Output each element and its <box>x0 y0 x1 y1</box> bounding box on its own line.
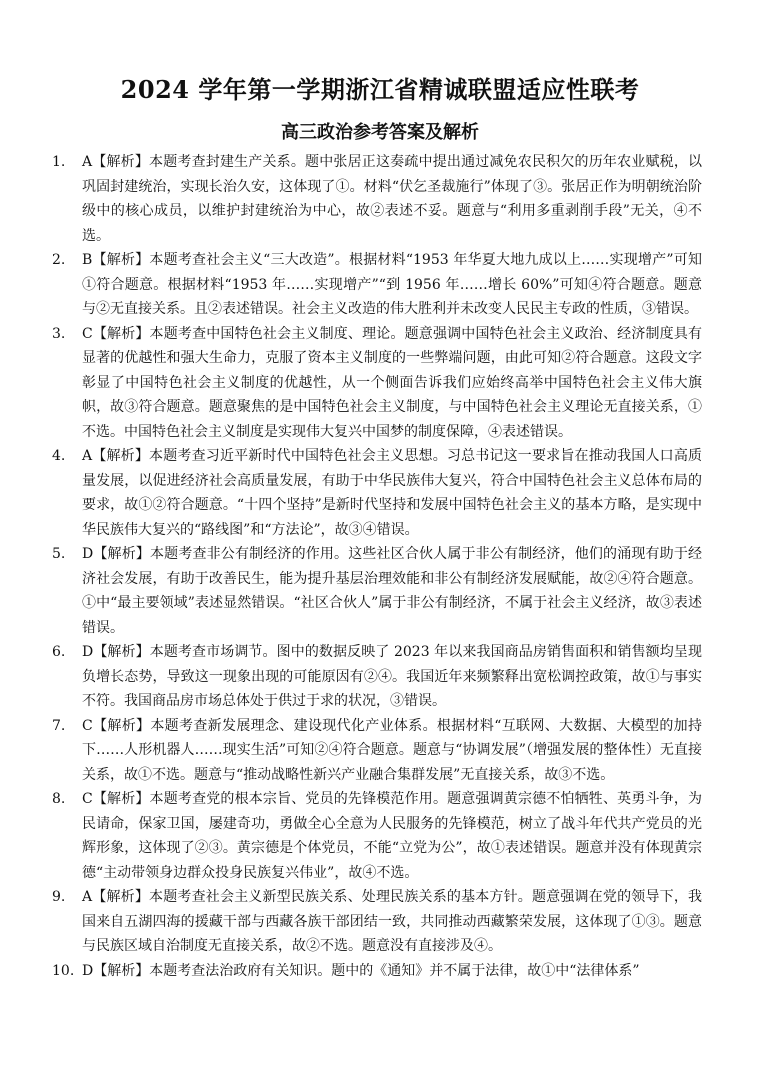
answer-number: 2. <box>52 252 66 268</box>
answer-number: 9. <box>52 889 66 905</box>
answer-number: 4. <box>52 448 66 464</box>
answer-text: C【解析】本题考查党的根本宗旨、党员的先锋模范作用。题意强调黄宗德不怕牺牲、英勇斗争，为民请命，保家卫国，屡建奇功，勇做全心全意为人民服务的先锋模范，树立了战斗年代共产党员的光辉形象，这体现了②③。黄宗德是个体党员，不能“立党为公”，故①表述错误。题意并没有体现黄宗德“主动带领身边群众投身民族复兴伟业”，故④不选。 <box>82 791 702 881</box>
answer-text: C【解析】本题考查中国特色社会主义制度、理论。题意强调中国特色社会主义政治、经济制度具有显著的优越性和强大生命力，克服了资本主义制度的一些弊端问题，由此可知②符合题意。这段文字彰显了中国特色社会主义制度的优越性，从一个侧面告诉我们应始终高举中国特色社会主义伟大旗帜，故③符合题意。题意聚焦的是中国特色社会主义制度，与中国特色社会主义理论无直接关系，①不选。中国特色社会主义制度是实现伟大复兴中国梦的制度保障，④表述错误。 <box>82 325 702 440</box>
answer-list <box>52 150 702 983</box>
answer-number: 1. <box>52 154 66 170</box>
answer-number: 6. <box>52 644 66 660</box>
answer-item-10 <box>52 959 702 984</box>
document-subtitle: 高三政治参考答案及解析 <box>281 122 479 143</box>
answer-text: A【解析】本题考查社会主义新型民族关系、处理民族关系的基本方针。题意强调在党的领导下，我国来自五湖四海的援藏干部与西藏各族干部团结一致，共同推动西藏繁荣发展，这体现了①③。题意与民族区域自治制度无直接关系，故②不选。题意没有直接涉及④。 <box>82 889 702 954</box>
answer-text: A【解析】本题考查习近平新时代中国特色社会主义思想。习总书记这一要求旨在推动我国人口高质量发展，以促进经济社会高质量发展，有助于中华民族伟大复兴，符合中国特色社会主义总体布局的要求，故①②符合题意。“十四个坚持”是新时代坚持和发展中国特色社会主义的基本方略，是实现中华民族伟大复兴的“路线图”和“方法论”，故③④错误。 <box>82 448 702 538</box>
answer-item-9 <box>52 885 702 959</box>
answer-item-4 <box>52 444 702 542</box>
answer-text: D【解析】本题考查非公有制经济的作用。这些社区合伙人属于非公有制经济，他们的涌现有助于经济社会发展，有助于改善民生，能为提升基层治理效能和非公有制经济发展赋能，故②④符合题意。①中“最主要领域”表述显然错误。“社区合伙人”属于非公有制经济，不属于社会主义经济，故③表述错误。 <box>82 546 702 636</box>
answer-number: 5. <box>52 546 66 562</box>
answer-item-1 <box>52 150 702 248</box>
answer-text: D【解析】本题考查市场调节。图中的数据反映了 2023 年以来我国商品房销售面积和销售额均呈现负增长态势，导致这一现象出现的可能原因有②④。我国近年来频繁释出宽松调控政策，故①与事实不符。我国商品房市场总体处于供过于求的状况，③错误。 <box>82 644 702 709</box>
answer-number: 3. <box>52 325 66 342</box>
answer-number: 8. <box>52 791 66 807</box>
answer-item-2 <box>52 248 702 322</box>
answer-text: D【解析】本题考查法治政府有关知识。题中的《通知》并不属于法律，故①中“法律体系” <box>82 962 640 979</box>
answer-number: 10. <box>52 962 75 979</box>
answer-item-3 <box>52 322 702 445</box>
answer-text: C【解析】本题考查新发展理念、建设现代化产业体系。根据材料“互联网、大数据、大模型的加持下……人形机器人……现实生活”可知②④符合题意。题意与“协调发展”（增强发展的整体性）无直接关系，故①不选。题意与“推动战略性新兴产业融合集群发展”无直接关系，故③不选。 <box>82 717 702 783</box>
answer-number: 7. <box>52 717 66 734</box>
answer-item-6 <box>52 640 702 714</box>
answer-item-7 <box>52 714 702 788</box>
answer-item-8 <box>52 787 702 885</box>
document-title: 2024 学年第一学期浙江省精诚联盟适应性联考 <box>120 75 640 104</box>
answer-item-5 <box>52 542 702 640</box>
answer-text: A【解析】本题考查封建生产关系。题中张居正这奏疏中提出通过减免农民积欠的历年农业赋税，以巩固封建统治，实现长治久安，这体现了①。材料“伏乞圣裁施行”体现了③。张居正作为明朝统治阶级中的核心成员，以维护封建统治为中心，故②表述不妥。题意与“利用多重剥削手段”无关，④不选。 <box>82 154 702 244</box>
answer-text: B【解析】本题考查社会主义“三大改造”。根据材料“1953 年华夏大地九成以上……实现增产”可知①符合题意。根据材料“1953 年……实现增产”“到 1956 年……增长 60%”可知④符合题意。题意与②无直接关系。且②表述错误。社会主义改造的伟大胜利并未改变人民民主专政的性质，③错误。 <box>82 252 702 317</box>
